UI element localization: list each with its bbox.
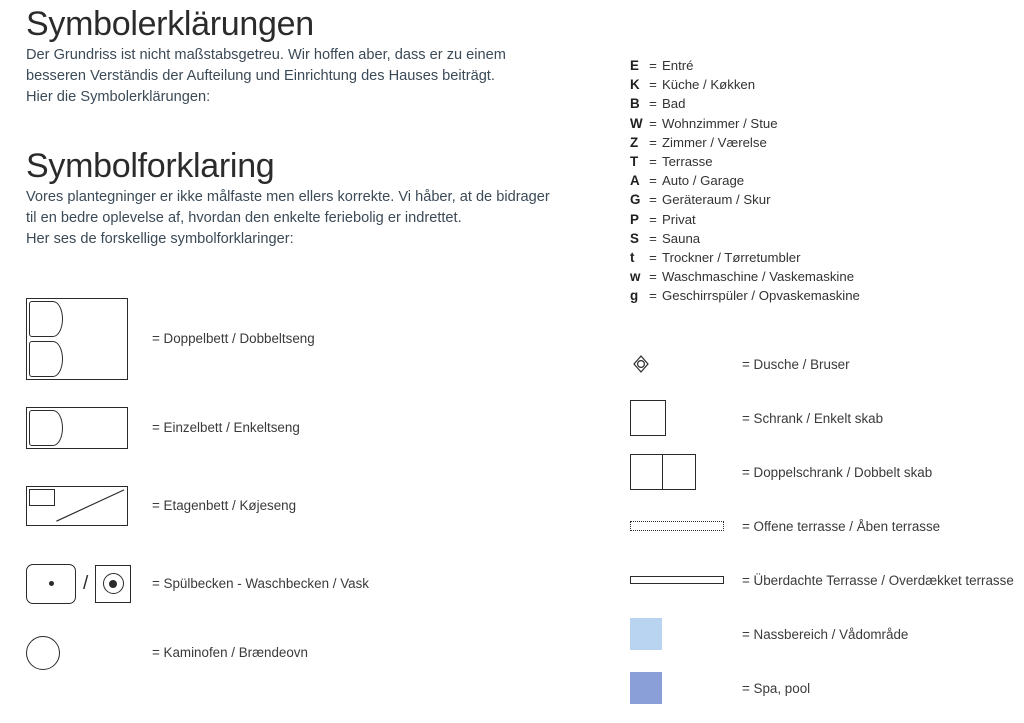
abbr-value: Geräteraum / Skur: [662, 192, 771, 208]
legend-item-bunk-bed: [26, 467, 586, 545]
abbreviation-row: [630, 116, 1020, 135]
abbr-key: G: [630, 192, 641, 208]
abbr-key: Z: [630, 134, 639, 150]
abbr-key: w: [630, 269, 641, 285]
abbr-value: Trockner / Tørretumbler: [662, 249, 801, 265]
legend-label-double-bed: = Doppelbett / Dobbeltseng: [152, 331, 315, 347]
abbreviation-row: [630, 192, 1020, 211]
sink-washbasin-icon: /: [26, 564, 152, 604]
abbreviation-row: [630, 96, 1020, 115]
legend-label-open-terrace: = Offene terrasse / Åben terrasse: [742, 518, 941, 534]
abbr-key: K: [630, 77, 640, 93]
legend-item-wood-stove: [26, 623, 586, 683]
legend-label-wet-area: = Nassbereich / Vådområde: [742, 626, 909, 642]
abbr-equals: =: [649, 211, 657, 227]
abbr-key: A: [630, 173, 640, 189]
legend-label-single-bed: = Einzelbett / Enkeltseng: [152, 420, 300, 436]
abbr-equals: =: [649, 192, 657, 208]
abbr-value: Wohnzimmer / Stue: [662, 115, 778, 131]
intro-danish: [26, 187, 586, 250]
legend-label-spa-pool: = Spa, pool: [742, 680, 811, 696]
legend-label-single-cabinet: = Schrank / Enkelt skab: [742, 410, 884, 426]
abbreviation-row: [630, 154, 1020, 173]
intro-danish-line3: Her ses de forskellige symbolforklaringer:: [26, 231, 294, 248]
abbr-equals: =: [649, 134, 657, 150]
abbr-key: T: [630, 153, 639, 169]
abbr-value: Waschmaschine / Vaskemaskine: [662, 269, 855, 285]
legend-item-open-terrace: [630, 499, 1020, 553]
legend-label-covered-terrace: = Überdachte Terrasse / Overdækket terrasse: [742, 572, 1014, 588]
abbreviation-row: [630, 135, 1020, 154]
abbreviation-list: [630, 58, 1020, 307]
page-title-danish: Symbolforklaring: [26, 147, 275, 186]
abbr-key: B: [630, 96, 640, 112]
legend-label-sink: = Spülbecken - Waschbecken / Vask: [152, 576, 369, 592]
abbr-value: Entré: [662, 58, 694, 73]
abbr-value: Auto / Garage: [662, 173, 745, 189]
abbr-equals: =: [649, 173, 657, 189]
right-legend-list: [630, 337, 1020, 715]
abbr-key: E: [630, 58, 639, 73]
abbreviation-row: [630, 269, 1020, 288]
legend-label-wood-stove: = Kaminofen / Brændeovn: [152, 645, 308, 661]
abbr-equals: =: [649, 115, 657, 131]
legend-item-wet-area: [630, 607, 1020, 661]
legend-label-bunk-bed: = Etagenbett / Køjeseng: [152, 498, 297, 514]
double-bed-icon: [26, 298, 152, 380]
wet-area-swatch-icon: [630, 618, 742, 650]
abbr-value: Geschirrspüler / Opvaskemaskine: [662, 288, 860, 304]
intro-danish-line2: til en bedre oplevelse af, hvordan den enkelte feriebolig er indrettet.: [26, 210, 462, 227]
bunk-bed-icon: [26, 486, 152, 526]
legend-item-spa-pool: [630, 661, 1020, 715]
abbreviation-row: [630, 288, 1020, 307]
abbr-key: S: [630, 230, 639, 246]
intro-german-line1: Der Grundriss ist nicht maßstabsgetreu. Wir hoffen aber, dass er zu einem: [26, 46, 506, 63]
intro-german-line2: besseren Verständis der Aufteilung und Einrichtung des Hauses beiträgt.: [26, 67, 495, 84]
legend-item-double-bed: [26, 289, 586, 389]
abbr-equals: =: [649, 77, 657, 93]
abbreviation-row: [630, 231, 1020, 250]
abbreviation-row: [630, 77, 1020, 96]
abbreviation-row: [630, 58, 1020, 77]
abbr-value: Sauna: [662, 230, 701, 246]
abbr-value: Terrasse: [662, 153, 713, 169]
covered-terrace-icon: [630, 576, 742, 584]
intro-german-line3: Hier die Symbolerklärungen:: [26, 89, 211, 106]
abbr-key: t: [630, 249, 635, 265]
abbr-equals: =: [649, 249, 657, 265]
abbr-equals: =: [649, 58, 657, 73]
legend-item-single-cabinet: [630, 391, 1020, 445]
open-terrace-icon: [630, 521, 742, 531]
abbr-value: Bad: [662, 96, 686, 112]
legend-item-double-cabinet: [630, 445, 1020, 499]
abbr-value: Zimmer / Værelse: [662, 134, 767, 150]
intro-danish-line1: Vores plantegninger er ikke målfaste men ellers korrekte. Vi håber, at de bidrager: [26, 189, 550, 206]
abbr-value: Privat: [662, 211, 696, 227]
legend-item-single-bed: [26, 389, 586, 467]
single-bed-icon: [26, 407, 152, 449]
section-spacer: [26, 108, 586, 142]
abbr-equals: =: [649, 153, 657, 169]
double-cabinet-icon: [630, 454, 742, 490]
wood-stove-icon: [26, 636, 152, 670]
left-legend-list: [26, 289, 586, 683]
abbreviation-row: [630, 250, 1020, 269]
page-title-german: Symbolerklärungen: [26, 5, 314, 43]
legend-label-shower: = Dusche / Bruser: [742, 356, 850, 372]
legend-label-double-cabinet: = Doppelschrank / Dobbelt skab: [742, 464, 933, 480]
intro-german: [26, 45, 586, 108]
left-column: [26, 0, 586, 683]
abbr-value: Küche / Køkken: [662, 77, 756, 93]
abbr-equals: =: [649, 269, 657, 285]
abbreviation-row: [630, 212, 1020, 231]
abbr-key: g: [630, 288, 639, 304]
abbr-key: W: [630, 115, 643, 131]
single-cabinet-icon: [630, 400, 742, 436]
abbr-equals: =: [649, 96, 657, 112]
abbreviation-row: [630, 173, 1020, 192]
spa-pool-swatch-icon: [630, 672, 742, 704]
right-column: [630, 0, 1020, 715]
legend-item-shower: [630, 337, 1020, 391]
abbr-equals: =: [649, 230, 657, 246]
abbr-equals: =: [649, 288, 657, 304]
abbr-key: P: [630, 211, 639, 227]
legend-item-sink: [26, 545, 586, 623]
shower-icon: [630, 353, 742, 375]
legend-item-covered-terrace: [630, 553, 1020, 607]
